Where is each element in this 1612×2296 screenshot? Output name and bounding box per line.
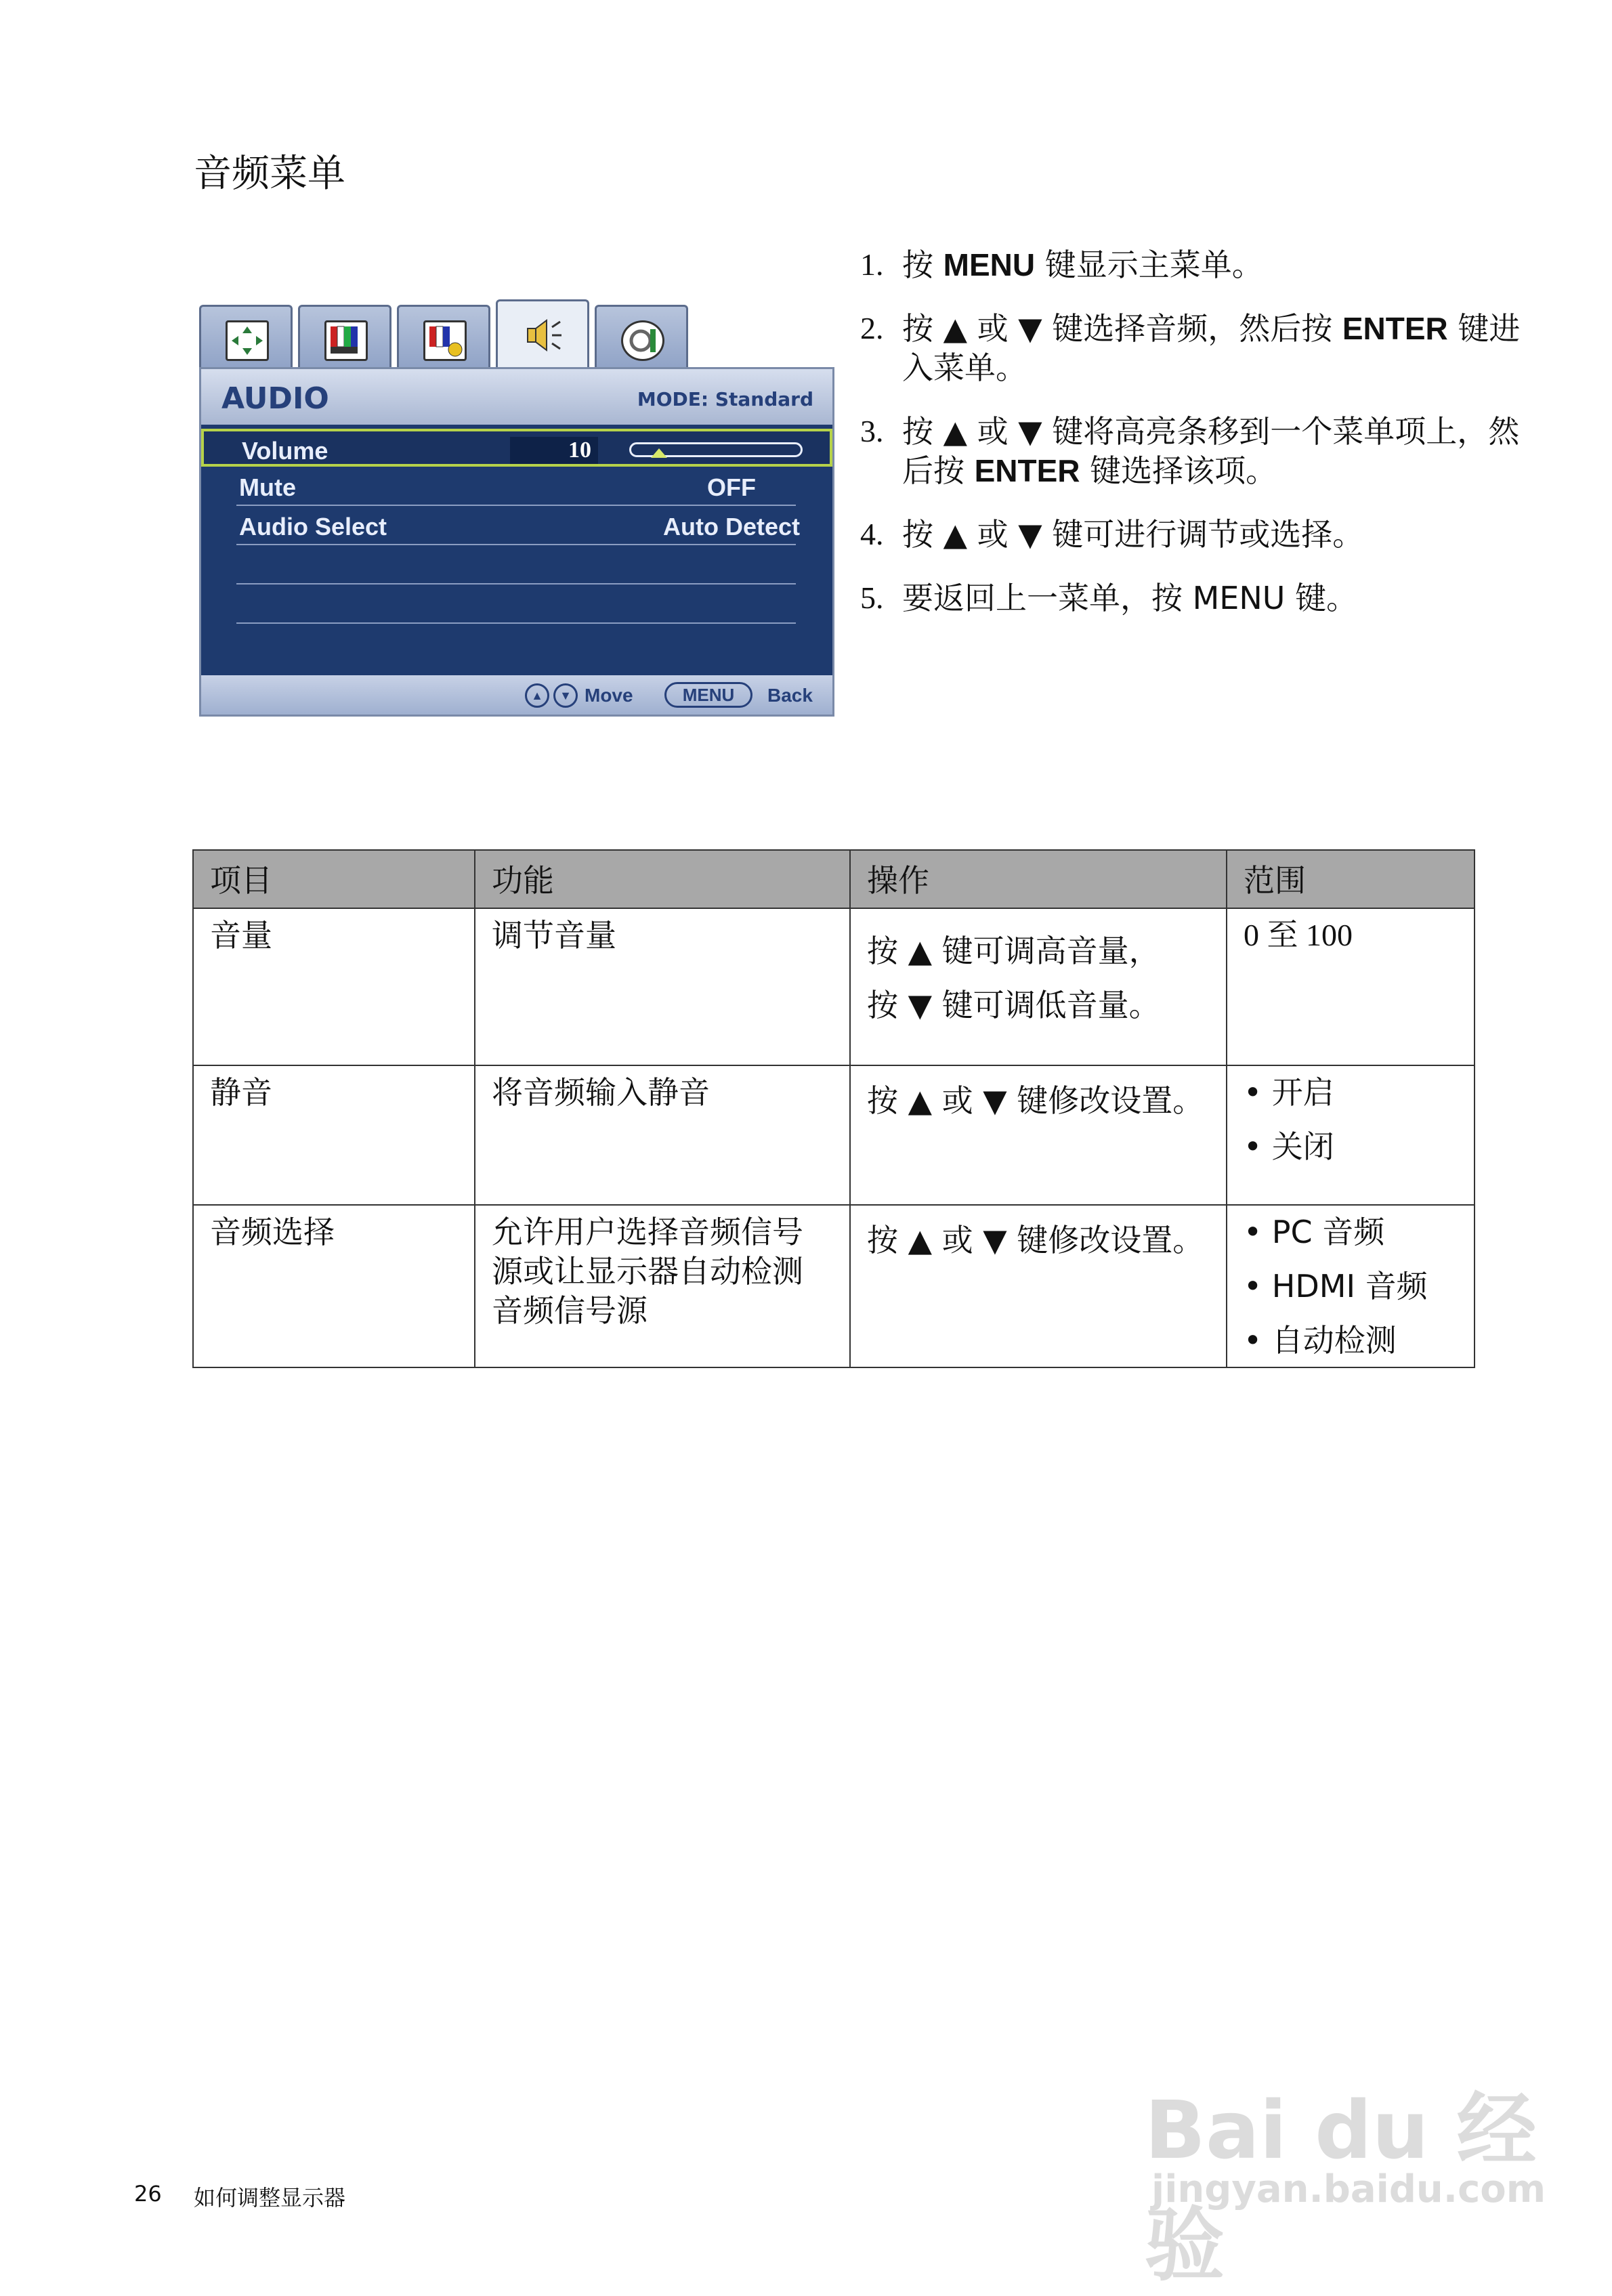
- cell-range: [1227, 1065, 1475, 1205]
- osd-menu-button: MENU: [664, 682, 752, 708]
- tab-picture[interactable]: [298, 305, 391, 370]
- cell-range: [1227, 1205, 1475, 1367]
- cell-item: 音量: [193, 908, 475, 1065]
- audio-settings-table: [192, 849, 1475, 1368]
- volume-slider-knob: [651, 448, 667, 458]
- cell-operation: 按 ▲ 或 ▼ 键修改设置。: [850, 1205, 1227, 1367]
- osd-row-audio-select[interactable]: [201, 507, 832, 545]
- table-row: [193, 908, 1475, 1065]
- baidu-watermark-logo: Bai du 经验: [1145, 2083, 1537, 2292]
- step-text: 键进入菜单。: [902, 310, 1521, 386]
- system-icon: [621, 320, 664, 361]
- step-number: 3.: [860, 414, 884, 448]
- operation-line: 按 ▲ 键可调高音量，: [867, 933, 1160, 969]
- range-option: • HDMI 音频: [1244, 1268, 1428, 1304]
- page-title: 音频菜单: [194, 152, 345, 196]
- picture-icon: [324, 320, 368, 361]
- col-header: 项目: [193, 850, 475, 908]
- cell-item: 音频选择: [193, 1205, 475, 1367]
- volume-value: 10: [510, 437, 598, 464]
- range-option: • 开启: [1244, 1074, 1334, 1111]
- osd-menu-image: [199, 299, 834, 717]
- step-text: 按 ▲ 或 ▼ 键将高亮条移到一个菜单项上，然后按: [902, 413, 1520, 489]
- step-4: [860, 515, 1537, 554]
- cell-function: 将音频输入静音: [475, 1065, 850, 1205]
- volume-slider[interactable]: [629, 442, 803, 457]
- osd-divider: [236, 505, 796, 506]
- step-number: 1.: [860, 247, 884, 282]
- step-key: MENU: [943, 247, 1036, 282]
- page-number: 26: [134, 2181, 162, 2207]
- osd-row-label: Mute: [239, 473, 296, 501]
- step-2: [860, 309, 1537, 387]
- range-option: • PC 音频: [1244, 1214, 1385, 1250]
- tab-display[interactable]: [199, 305, 293, 370]
- osd-move-label: Move: [585, 685, 633, 706]
- osd-row-label: Volume: [242, 437, 328, 465]
- picture-advanced-icon: [423, 320, 467, 361]
- step-key: ENTER: [974, 453, 1080, 488]
- baidu-watermark-url: jingyan.baidu.com: [1151, 2167, 1546, 2211]
- operation-line: 按 ▼ 键可调低音量。: [867, 987, 1160, 1023]
- step-text: 按 ▲ 或 ▼ 键选择音频，然后按: [902, 310, 1342, 347]
- step-number: 5.: [860, 580, 884, 615]
- osd-row-value: Auto Detect: [662, 513, 800, 540]
- osd-mode-label: MODE: Standard: [637, 388, 813, 410]
- down-arrow-icon: ▼: [553, 683, 578, 708]
- range-option: • 自动检测: [1244, 1322, 1397, 1359]
- osd-row-label: Audio Select: [239, 513, 387, 540]
- osd-divider: [236, 583, 796, 584]
- osd-row-mute[interactable]: [201, 468, 832, 506]
- step-number: 2.: [860, 311, 884, 345]
- osd-row-value: OFF: [707, 473, 756, 501]
- step-text: 按 ▲ 或 ▼ 键可进行调节或选择。: [902, 516, 1364, 553]
- up-arrow-icon: ▲: [525, 683, 549, 708]
- step-5: [860, 578, 1537, 618]
- audio-icon: [522, 315, 566, 356]
- osd-row-volume[interactable]: [201, 429, 832, 467]
- osd-header: [201, 369, 832, 425]
- col-header: 功能: [475, 850, 850, 908]
- osd-tabs: [199, 299, 700, 370]
- osd-section-title: AUDIO: [221, 381, 329, 416]
- osd-back-label: Back: [767, 685, 813, 706]
- range-option: • 关闭: [1244, 1128, 1334, 1165]
- osd-footer: [201, 675, 832, 715]
- step-number: 4.: [860, 517, 884, 551]
- osd-divider: [236, 544, 796, 545]
- table-row: [193, 1065, 1475, 1205]
- step-3: [860, 412, 1537, 490]
- range-option: 0 至 100: [1244, 918, 1353, 952]
- step-text: 键选择该项。: [1080, 452, 1277, 489]
- cell-operation: [850, 908, 1227, 1065]
- tab-audio[interactable]: [496, 299, 589, 370]
- tab-picture-advanced[interactable]: [397, 305, 490, 370]
- col-header: 操作: [850, 850, 1227, 908]
- step-text: 键显示主菜单。: [1035, 247, 1263, 283]
- cell-range: [1227, 908, 1475, 1065]
- step-text: 要返回上一菜单，按 MENU 键。: [902, 580, 1358, 616]
- table-header-row: [193, 850, 1475, 908]
- step-text: 按: [902, 247, 943, 283]
- cell-operation: 按 ▲ 或 ▼ 键修改设置。: [850, 1065, 1227, 1205]
- cell-function: 允许用户选择音频信号源或让显示器自动检测音频信号源: [475, 1205, 850, 1367]
- step-key: ENTER: [1342, 311, 1448, 346]
- tab-system[interactable]: [595, 305, 688, 370]
- display-adjust-icon: [226, 320, 269, 361]
- step-1: [860, 245, 1537, 284]
- instruction-steps: [860, 245, 1537, 642]
- col-header: 范围: [1227, 850, 1475, 908]
- footer-section-title: 如何调整显示器: [194, 2185, 346, 2211]
- cell-function: 调节音量: [475, 908, 850, 1065]
- cell-item: 静音: [193, 1065, 475, 1205]
- table-row: [193, 1205, 1475, 1367]
- osd-divider: [236, 622, 796, 624]
- osd-panel: [199, 367, 834, 717]
